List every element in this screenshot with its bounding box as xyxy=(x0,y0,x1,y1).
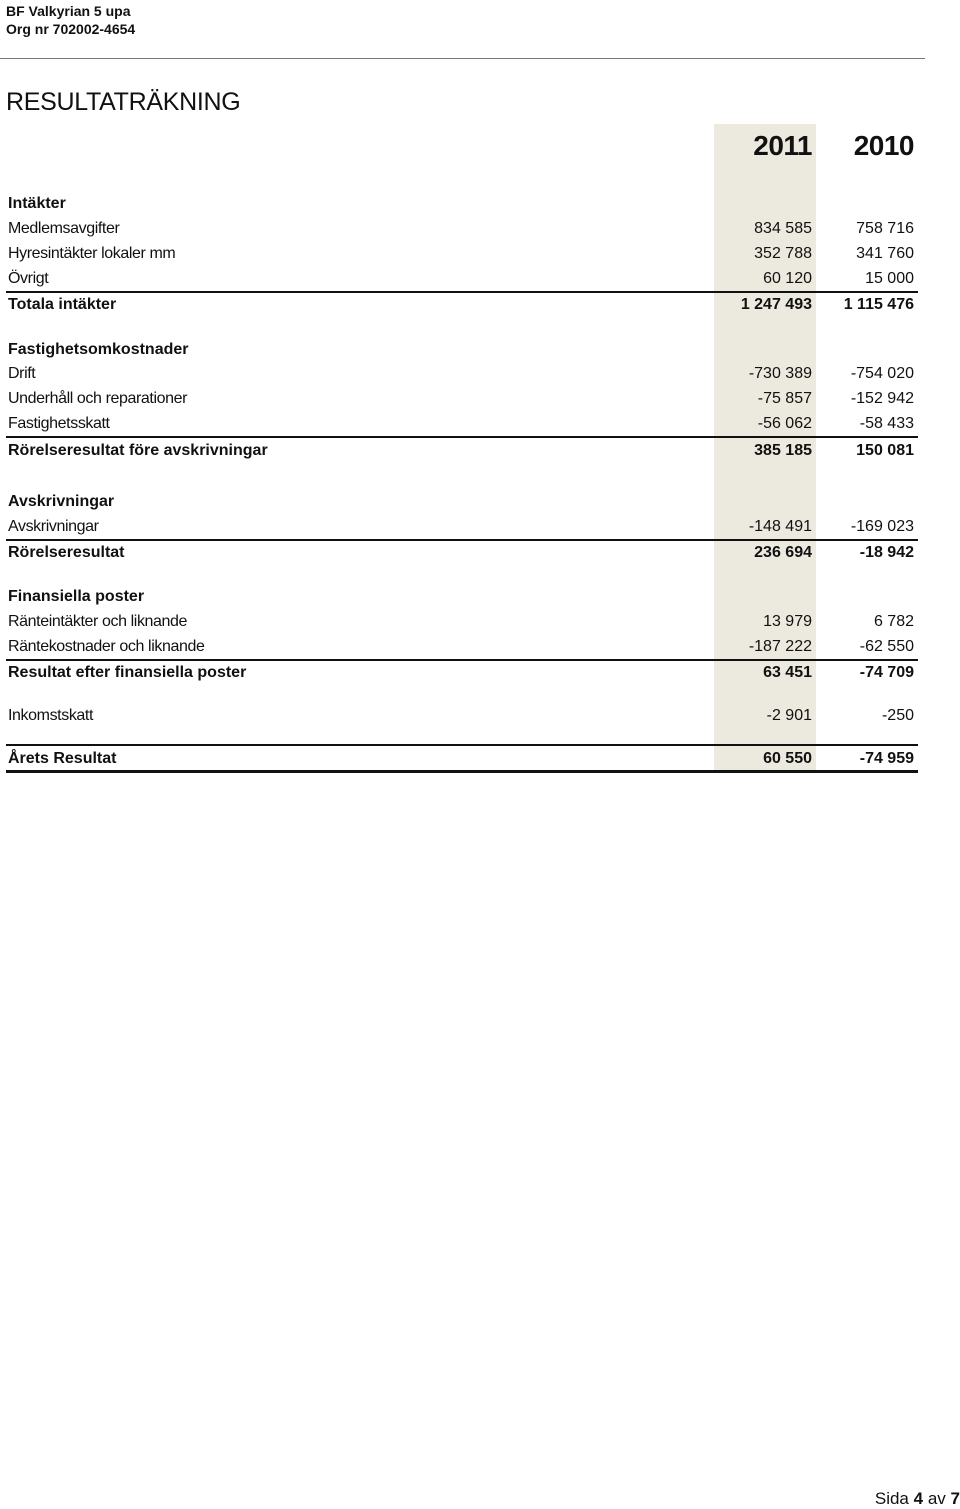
row-label: Ränteintäkter och liknande xyxy=(8,613,188,630)
value-2010: 341 760 xyxy=(856,245,914,262)
table-row xyxy=(8,242,918,266)
row-label: Underhåll och reparationer xyxy=(8,390,188,407)
row-label: Årets Resultat xyxy=(8,750,117,767)
value-2010: 15 000 xyxy=(865,270,914,287)
value-2010: -754 020 xyxy=(850,365,914,382)
value-2010: -152 942 xyxy=(850,390,914,407)
section-heading-fastighetsomkostnader xyxy=(8,338,918,362)
row-label: Avskrivningar xyxy=(8,493,115,510)
result-bottom-divider xyxy=(6,770,918,773)
value-2011: 834 585 xyxy=(754,220,812,237)
value-2011: 63 451 xyxy=(763,664,812,681)
value-2011: 13 979 xyxy=(763,613,812,630)
value-2010: 6 782 xyxy=(873,613,914,630)
row-label: Drift xyxy=(8,365,36,382)
value-2010: -74 959 xyxy=(859,750,914,767)
current-page: 4 xyxy=(913,1489,924,1508)
table-row xyxy=(8,267,918,291)
value-2011: -187 222 xyxy=(748,638,812,655)
page-prefix: Sida xyxy=(874,1489,909,1508)
table-row xyxy=(8,387,918,411)
row-label: Rörelseresultat före avskrivningar xyxy=(8,442,268,459)
subtotal-row xyxy=(8,541,918,565)
section-heading-intakter xyxy=(8,192,918,216)
row-label: Fastighetsomkostnader xyxy=(8,341,189,358)
value-2010: -58 433 xyxy=(859,415,914,432)
page-title: RESULTATRÄKNING xyxy=(6,88,241,116)
table-row xyxy=(8,362,918,386)
row-label: Rörelseresultat xyxy=(8,544,125,561)
row-label: Avskrivningar xyxy=(8,518,99,535)
page-number xyxy=(875,1489,960,1509)
subtotal-row xyxy=(8,439,918,463)
year-2011-heading: 2011 xyxy=(753,130,812,161)
row-label: Finansiella poster xyxy=(8,588,145,605)
org-number: Org nr 702002-4654 xyxy=(6,21,136,37)
value-2011: 60 120 xyxy=(763,270,812,287)
document-header xyxy=(6,2,135,38)
row-label: Inkomstskatt xyxy=(8,707,94,724)
row-label: Fastighetsskatt xyxy=(8,415,110,432)
header-divider xyxy=(0,58,925,59)
row-label: Övrigt xyxy=(8,270,49,287)
page-separator: av xyxy=(927,1489,946,1508)
table-row xyxy=(8,704,918,728)
value-2010: -62 550 xyxy=(859,638,914,655)
net-result-row xyxy=(8,747,918,771)
value-2010: 758 716 xyxy=(856,220,914,237)
value-2010: -250 xyxy=(881,707,914,724)
value-2010: 1 115 476 xyxy=(843,296,914,313)
value-2011: -148 491 xyxy=(748,518,812,535)
value-2011: 236 694 xyxy=(754,544,812,561)
subtotal-row xyxy=(8,661,918,685)
year-2010-heading: 2010 xyxy=(853,130,914,161)
value-2011: 1 247 493 xyxy=(740,296,812,313)
row-label: Räntekostnader och liknande xyxy=(8,638,205,655)
total-pages: 7 xyxy=(950,1489,960,1508)
value-2010: -169 023 xyxy=(850,518,914,535)
org-name: BF Valkyrian 5 upa xyxy=(6,3,131,19)
value-2010: -74 709 xyxy=(859,664,914,681)
subtotal-row xyxy=(8,293,918,317)
table-row xyxy=(8,217,918,241)
value-2011: -2 901 xyxy=(766,707,812,724)
value-2011: -730 389 xyxy=(748,365,812,382)
value-2011: 385 185 xyxy=(754,442,812,459)
value-2011: -56 062 xyxy=(757,415,812,432)
table-row xyxy=(8,412,918,436)
row-label: Medlemsavgifter xyxy=(8,220,120,237)
section-heading-avskrivningar xyxy=(8,490,918,514)
row-label: Hyresintäkter lokaler mm xyxy=(8,245,176,262)
result-top-divider xyxy=(6,744,918,746)
value-2010: 150 081 xyxy=(856,442,914,459)
value-2011: 352 788 xyxy=(754,245,812,262)
value-2010: -18 942 xyxy=(859,544,914,561)
subtotal-divider xyxy=(6,436,918,438)
value-2011: 60 550 xyxy=(763,750,812,767)
row-label: Totala intäkter xyxy=(8,296,117,313)
value-2011: -75 857 xyxy=(757,390,812,407)
row-label: Intäkter xyxy=(8,195,66,212)
table-row xyxy=(8,610,918,634)
section-heading-finansiella-poster xyxy=(8,585,918,609)
row-label: Resultat efter finansiella poster xyxy=(8,664,247,681)
table-row xyxy=(8,515,918,539)
table-row xyxy=(8,635,918,659)
